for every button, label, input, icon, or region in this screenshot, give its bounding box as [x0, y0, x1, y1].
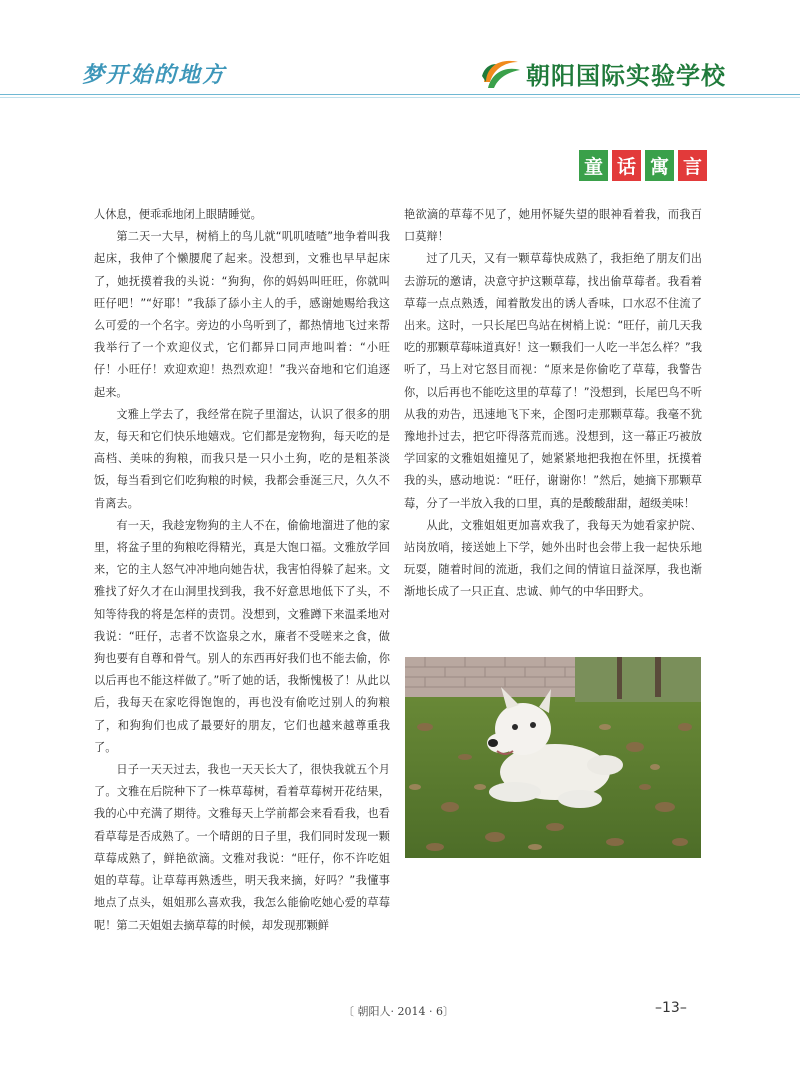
- school-name: 朝阳国际实验学校: [526, 61, 726, 90]
- article-column-right: [404, 204, 702, 604]
- article-paragraph: 日子一天天过去，我也一天天长大了，很快我就五个月了。文雅在后院种下了一株草莓树，看着草莓树开花结果，我的心中充满了期待。文雅每天上学前都会来看看我，也看看草莓是否成熟了。一个晴朗的日子里，我们同时发现一颗草莓成熟了，鲜艳欲滴。文雅对我说：“旺仔，你不许吃姐姐的草莓。让草莓再熟透些，明天我来摘，好吗？”我懂事地点了点头，姐姐那么喜欢我，我怎么能偷吃她心爱的草莓呢！第二天姐姐去摘草莓的时候，却发现那颗鲜: [94, 763, 390, 932]
- section-tag-char: 童: [579, 150, 608, 181]
- school-emblem-icon: [478, 52, 522, 92]
- article-paragraph: 第二天一大早，树梢上的鸟儿就“叽叽喳喳”地争着叫我起床，我伸了个懒腰爬了起来。没想到，文雅也早早起床了，她抚摸着我的头说：“狗狗，你的妈妈叫旺旺，你就叫旺仔吧！”“好耶！”我舔了舔小主人的手，感谢她赐给我这么可爱的一个名字。旁边的小鸟听到了，都热情地飞过来帮我举行了一个欢迎仪式，它们都异口同声地叫着：“小旺仔！小旺仔！欢迎欢迎！热烈欢迎！”我兴奋地和它们追逐起来。: [94, 230, 390, 399]
- dog-on-grass-image: [405, 657, 701, 858]
- page-footer: [0, 1000, 800, 1023]
- header-divider-secondary: [0, 97, 800, 98]
- header-divider: [0, 94, 800, 95]
- magazine-issue: 〔 朝阳人· 2014 · 6〕: [343, 1005, 454, 1018]
- article-paragraph: 有一天，我趁宠物狗的主人不在，偷偷地溜进了他的家里，将盆子里的狗粮吃得精光，真是大饱口福。文雅放学回来，它的主人怒气冲冲地向她告状，我害怕得躲了起来。文雅找了好久才在山洞里找到我，我不好意思地低下了头，不知等待我的将是怎样的责罚。没想到，文雅蹲下来温柔地对我说：“旺仔，志者不饮盗泉之水，廉者不受嗟来之食，做狗也要有自尊和骨气。别人的东西再好我们也不能去偷，你以后再也不能这样做了。”听了她的话，我惭愧极了！从此以后，我每天在家吃得饱饱的，再也没有偷吃过别人的狗粮了，和狗狗们也成了最要好的朋友，它们也越来越尊重我了。: [94, 518, 390, 754]
- section-tag-char: 话: [612, 150, 641, 181]
- page-section-title: 梦开始的地方: [82, 62, 227, 88]
- page-header: [0, 0, 800, 100]
- school-logo: [478, 52, 778, 92]
- section-tag: [579, 150, 707, 181]
- article-column-left: [94, 204, 390, 937]
- article-paragraph: 艳欲滴的草莓不见了，她用怀疑失望的眼神看着我，而我百口莫辩！: [404, 208, 702, 244]
- page-number: –13–: [655, 1000, 687, 1016]
- section-tag-char: 言: [678, 150, 707, 181]
- dog-photo: [405, 657, 701, 858]
- article-paragraph: 文雅上学去了，我经常在院子里溜达，认识了很多的朋友，每天和它们快乐地嬉戏。它们都是宠物狗，每天吃的是高档、美味的狗粮，而我只是一只小土狗，吃的是粗茶淡饭，每当看到它们吃狗粮的时候，我都会垂涎三尺，久久不肯离去。: [94, 407, 390, 510]
- article-paragraph: 人休息，便乖乖地闭上眼睛睡觉。: [94, 208, 262, 221]
- article-paragraph: 过了几天，又有一颗草莓快成熟了，我拒绝了朋友们出去游玩的邀请，决意守护这颗草莓，找出偷草莓者。我看着草莓一点点熟透，闻着散发出的诱人香味，口水忍不住流了出来。这时，一只长尾巴鸟站在树梢上说：“旺仔，前几天我吃的那颗草莓味道真好！这一颗我们一人吃一半怎么样？”我听了，马上对它怒目而视：“原来是你偷吃了草莓，我警告你，以后再也不能吃这里的草莓了！”没想到，长尾巴鸟不听从我的劝告，迅速地飞下来，企图叼走那颗草莓。我毫不犹豫地扑过去，把它吓得落荒而逃。没想到，这一幕正巧被放学回家的文雅姐姐撞见了，她紧紧地把我抱在怀里，抚摸着我的头，感动地说：“旺仔，谢谢你！”然后，她摘下那颗草莓，分了一半放入我的口里，真的是酸酸甜甜，超级美味！: [404, 252, 702, 510]
- section-tag-char: 寓: [645, 150, 674, 181]
- article-paragraph: 从此，文雅姐姐更加喜欢我了，我每天为她看家护院、站岗放哨，接送她上下学，她外出时也会带上我一起快乐地玩耍，随着时间的流逝，我们之间的情谊日益深厚，我也渐渐地长成了一只正直、忠诚、帅气的中华田野犬。: [404, 518, 702, 599]
